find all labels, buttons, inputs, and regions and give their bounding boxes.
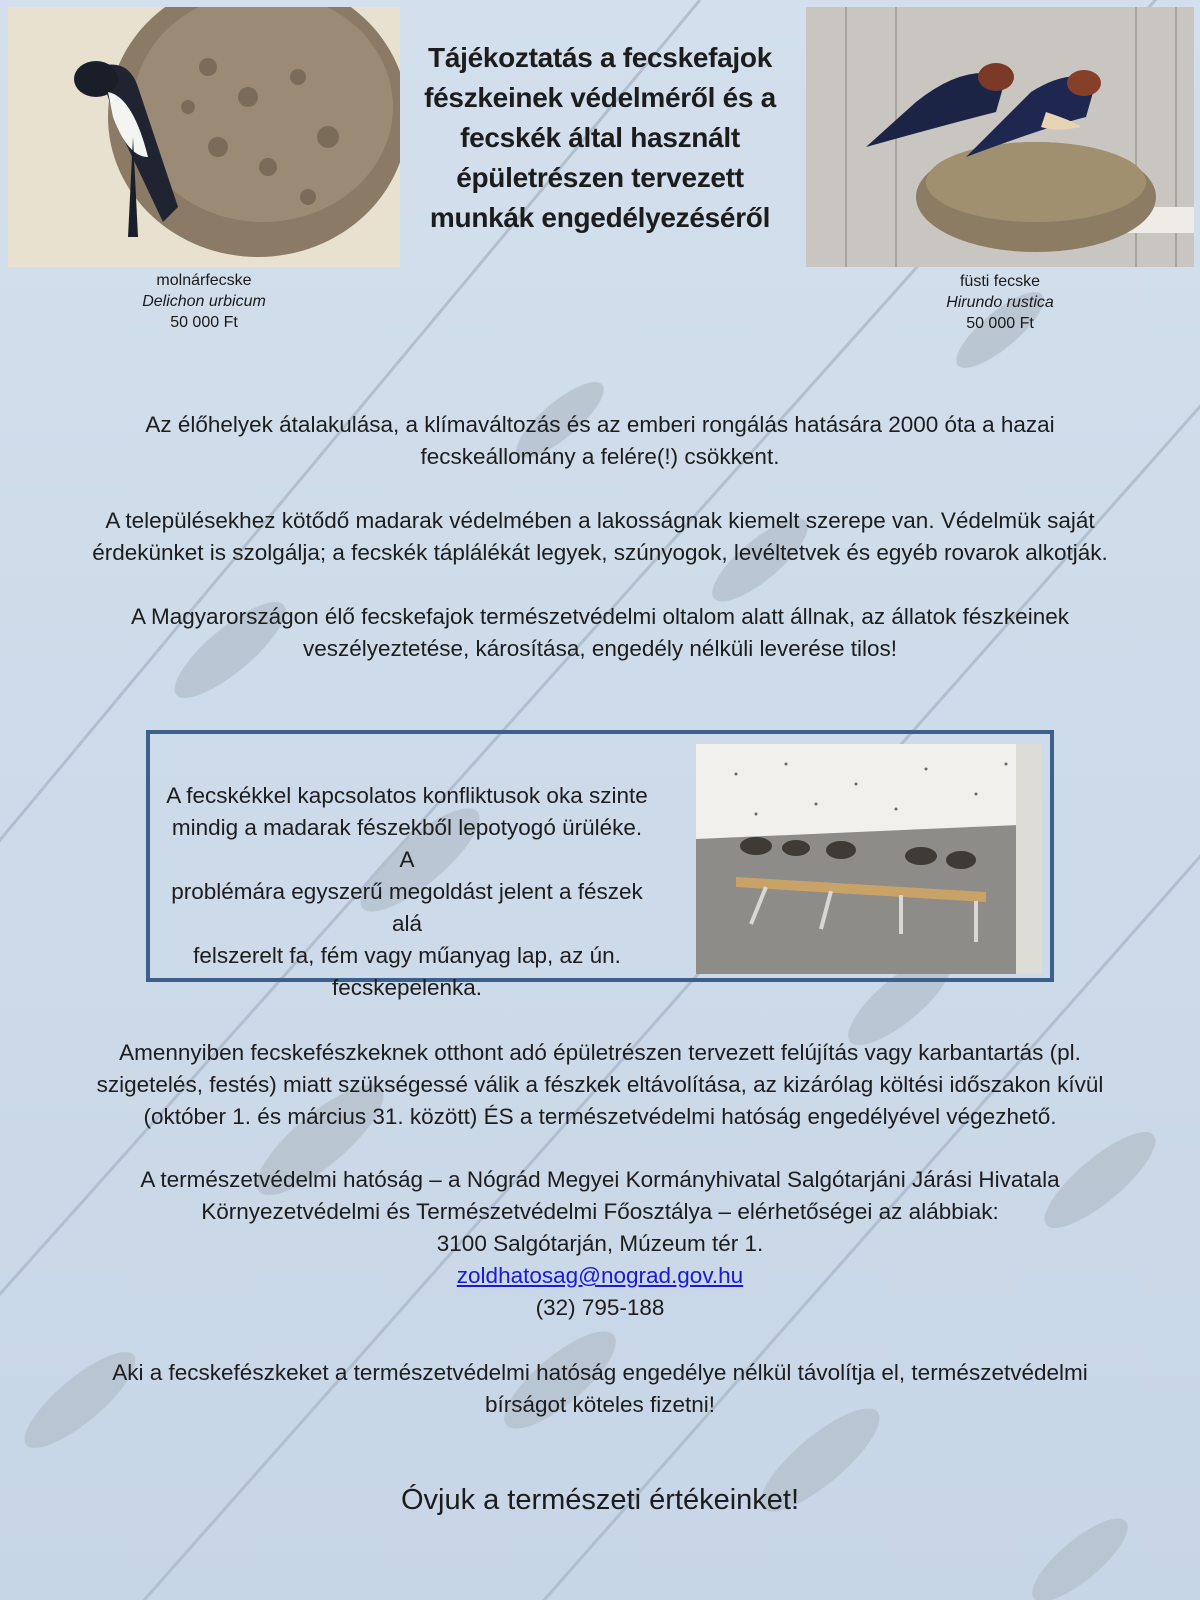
text-line: fecskepelenka.: [331, 975, 483, 1000]
barn-swallow-photo: [806, 7, 1194, 267]
authority-address: 3100 Salgótarján, Múzeum tér 1.: [436, 1231, 764, 1256]
title-line: fecskék által használt: [460, 122, 740, 153]
house-martin-photo: [8, 7, 400, 267]
text-line: A Magyarországon élő fecskefajok természetvédelmi oltalom alatt állnak, az állatok fészkeinek: [131, 604, 1069, 629]
text-line: fecskeállomány a felére(!) csökkent.: [420, 444, 780, 469]
intro-paragraph-protection: [80, 601, 1120, 665]
authority-email-link[interactable]: zoldhatosag@nograd.gov.hu: [456, 1263, 744, 1288]
text-line: veszélyeztetése, károsítása, engedély nélküli leverése tilos!: [302, 636, 898, 661]
barn-swallow-caption: [900, 271, 1100, 334]
species-common-name: molnárfecske: [156, 272, 252, 289]
intro-paragraph-population: [80, 409, 1120, 473]
text-line: Környezetvédelmi és Természetvédelmi Főosztálya – elérhetőségei az alábbiak:: [201, 1199, 999, 1224]
species-latin-name: Delichon urbicum: [142, 293, 266, 310]
title-line: fészkeinek védelméről és a: [424, 82, 776, 113]
text-line: (október 1. és március 31. között) ÉS a természetvédelmi hatóság engedélyével végezhető.: [143, 1104, 1057, 1129]
species-common-name: füsti fecske: [959, 273, 1041, 290]
text-line: felszerelt fa, fém vagy műanyag lap, az ún.: [193, 943, 621, 968]
text-line: Az élőhelyek átalakulása, a klímaváltozás és az emberi rongálás hatására 2000 óta a hazai: [145, 412, 1055, 437]
text-line: Amennyiben fecskefészkeknek otthont adó épületrészen tervezett felújítás vagy karbantartás (pl.: [119, 1040, 1081, 1065]
species-fine: 50 000 Ft: [966, 315, 1034, 332]
house-martin-caption: [104, 270, 304, 333]
text-line: szigetelés, festés) miatt szükségessé válik a fészkek eltávolítása, az kizárólag költési időszakon kívül: [96, 1072, 1104, 1097]
closing-slogan: Óvjuk a természeti értékeinket!: [400, 1484, 800, 1516]
text-line: bírságot köteles fizetni!: [484, 1392, 716, 1417]
page-title: [400, 38, 800, 238]
droppings-info-box: [146, 730, 1054, 1000]
text-line: mindig a madarak fészekből lepotyogó ürüléke. A: [171, 815, 643, 872]
authority-phone: (32) 795-188: [535, 1295, 665, 1320]
species-latin-name: Hirundo rustica: [946, 294, 1054, 311]
text-line: A településekhez kötődő madarak védelmében a lakosságnak kiemelt szerepe van. Védelmük saját: [105, 508, 1095, 533]
text-line: A természetvédelmi hatóság – a Nógrád Megyei Kormányhivatal Salgótarjáni Járási Hivatala: [140, 1167, 1060, 1192]
text-line: problémára egyszerű megoldást jelent a fészek alá: [171, 879, 643, 936]
droppings-info-text: [162, 780, 652, 1004]
text-line: érdekünket is szolgálja; a fecskék táplálékát legyek, szúnyogok, levéltetvek és egyéb rovarok alkotják.: [92, 540, 1108, 565]
intro-paragraph-role: [80, 505, 1120, 569]
text-line: Aki a fecskefészkeket a természetvédelmi hatóság engedélye nélkül távolítja el, természetvédelmi: [112, 1360, 1088, 1385]
fine-warning-paragraph: [80, 1357, 1120, 1421]
title-line: munkák engedélyezéséről: [429, 202, 771, 233]
authority-contact: [80, 1164, 1120, 1324]
renovation-paragraph: [80, 1037, 1120, 1133]
title-line: Tájékoztatás a fecskefajok: [428, 42, 772, 73]
text-line: A fecskékkel kapcsolatos konfliktusok oka szinte: [166, 783, 648, 808]
species-fine: 50 000 Ft: [170, 314, 238, 331]
title-line: épületrészen tervezett: [456, 162, 744, 193]
nest-board-photo: [696, 744, 1042, 974]
